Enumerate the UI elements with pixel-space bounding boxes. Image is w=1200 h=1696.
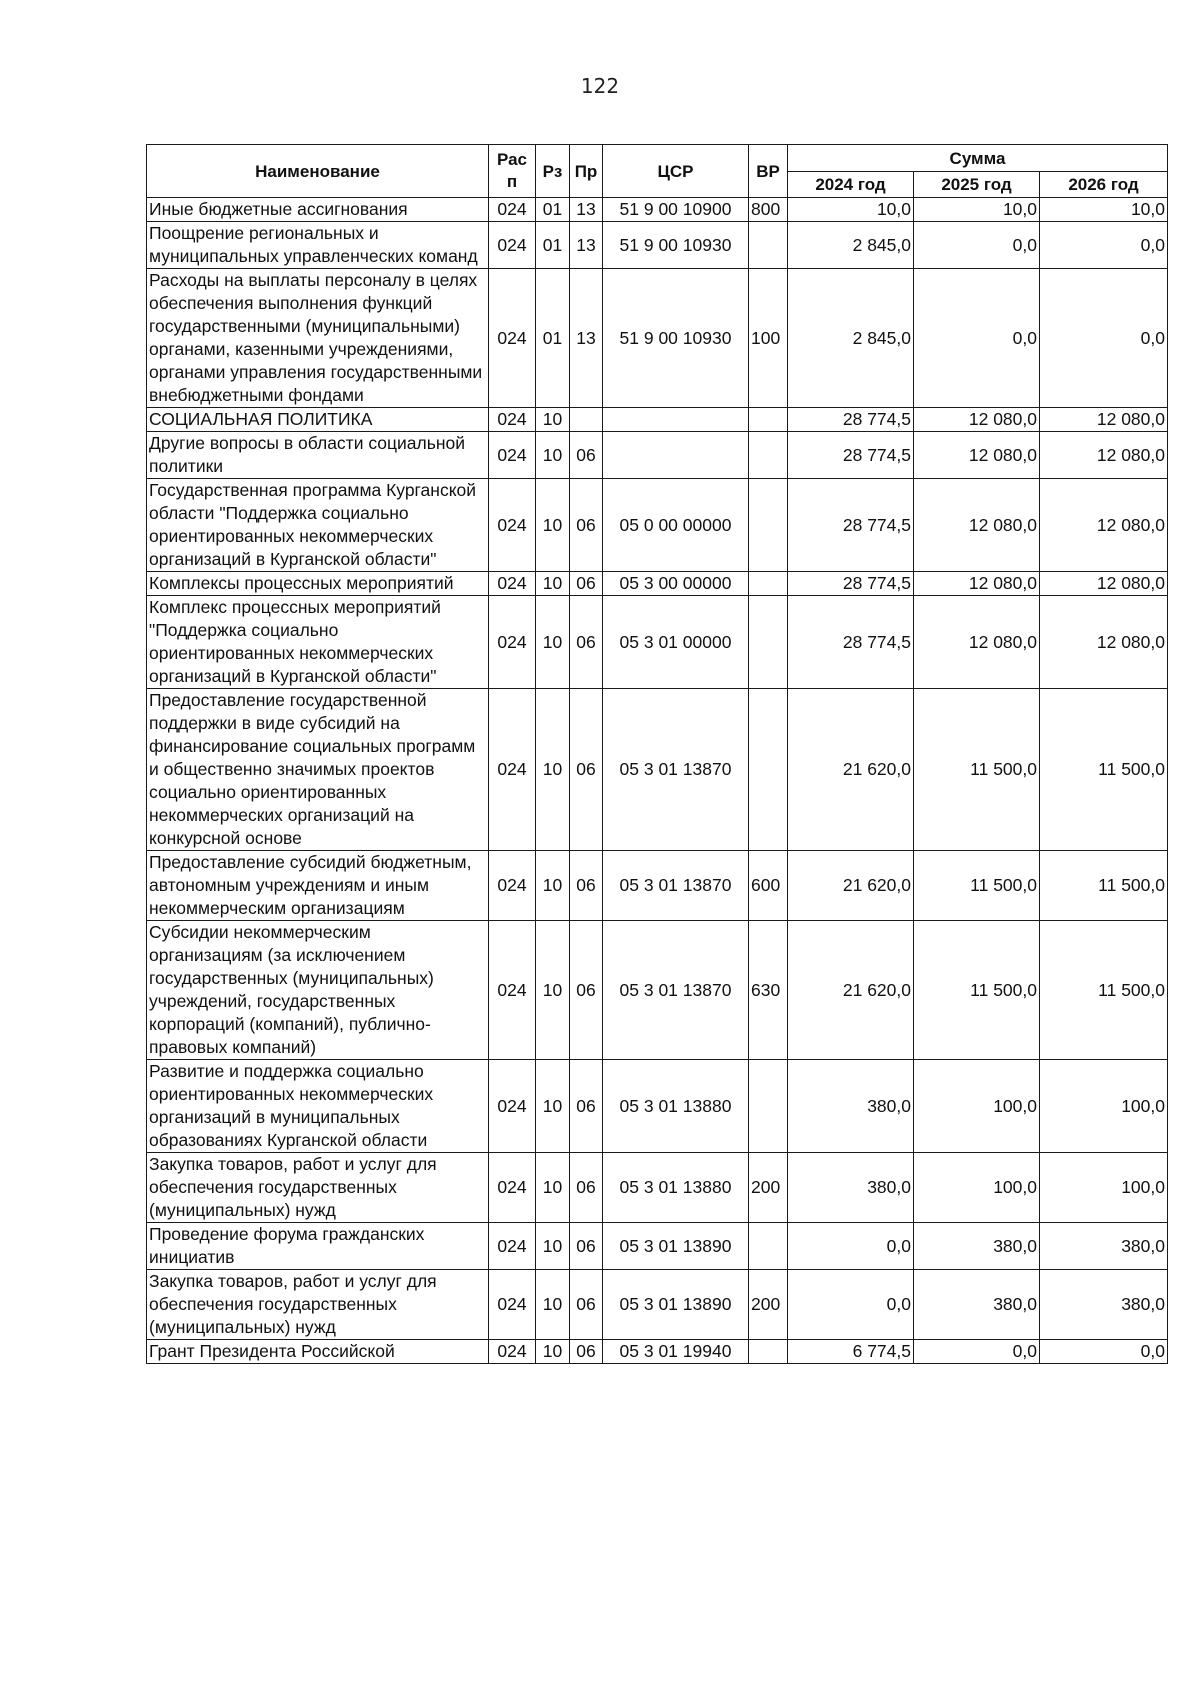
cell-csr: 51 9 00 10930 <box>603 222 749 269</box>
header-name: Наименование <box>147 145 489 198</box>
header-row-top <box>147 145 1168 172</box>
cell-sum-2024: 10,0 <box>788 198 914 222</box>
cell-sum-2025: 12 080,0 <box>914 596 1040 689</box>
cell-name: Расходы на выплаты персоналу в целях обеспечения выполнения функций государственными (муниципальными) органами, казенными учреждениями, органами управления государственными внебюджетными фондами <box>147 269 489 408</box>
cell-name: Предоставление государственной поддержки в виде субсидий на финансирование социальных программ и общественно значимых проектов социально ориентированных некоммерческих организаций на конкурсной основе <box>147 689 489 851</box>
cell-sum-2025: 12 080,0 <box>914 479 1040 572</box>
cell-name: Проведение форума гражданских инициатив <box>147 1223 489 1270</box>
cell-rasp: 024 <box>489 1340 536 1364</box>
cell-pr: 06 <box>570 851 603 921</box>
cell-csr: 05 3 01 13870 <box>603 851 749 921</box>
cell-rasp: 024 <box>489 432 536 479</box>
budget-table <box>146 144 1168 1364</box>
cell-sum-2024: 380,0 <box>788 1060 914 1153</box>
cell-csr: 51 9 00 10900 <box>603 198 749 222</box>
table-row <box>147 572 1168 596</box>
cell-vr <box>749 1340 788 1364</box>
cell-sum-2026: 11 500,0 <box>1040 689 1168 851</box>
cell-vr: 200 <box>749 1153 788 1223</box>
cell-rasp: 024 <box>489 408 536 432</box>
table-row <box>147 1060 1168 1153</box>
cell-csr <box>603 408 749 432</box>
cell-vr: 100 <box>749 269 788 408</box>
cell-csr: 05 3 01 13870 <box>603 689 749 851</box>
cell-pr: 06 <box>570 1340 603 1364</box>
cell-vr: 630 <box>749 921 788 1060</box>
cell-sum-2025: 11 500,0 <box>914 851 1040 921</box>
cell-sum-2026: 380,0 <box>1040 1270 1168 1340</box>
cell-sum-2025: 11 500,0 <box>914 689 1040 851</box>
header-rasp: Рас п <box>489 145 536 198</box>
cell-sum-2024: 0,0 <box>788 1270 914 1340</box>
cell-pr: 06 <box>570 1060 603 1153</box>
table-row <box>147 198 1168 222</box>
cell-pr: 06 <box>570 921 603 1060</box>
cell-vr <box>749 1223 788 1270</box>
cell-rz: 10 <box>536 572 570 596</box>
cell-vr <box>749 432 788 479</box>
cell-sum-2026: 11 500,0 <box>1040 921 1168 1060</box>
cell-pr: 06 <box>570 689 603 851</box>
cell-name: Закупка товаров, работ и услуг для обеспечения государственных (муниципальных) нужд <box>147 1270 489 1340</box>
cell-vr <box>749 572 788 596</box>
cell-sum-2024: 21 620,0 <box>788 689 914 851</box>
cell-pr: 06 <box>570 432 603 479</box>
cell-sum-2026: 10,0 <box>1040 198 1168 222</box>
cell-rasp: 024 <box>489 921 536 1060</box>
table-body <box>147 198 1168 1364</box>
table-row <box>147 222 1168 269</box>
cell-vr: 200 <box>749 1270 788 1340</box>
cell-csr: 05 0 00 00000 <box>603 479 749 572</box>
cell-csr: 05 3 01 00000 <box>603 596 749 689</box>
cell-name: Предоставление субсидий бюджетным, автономным учреждениям и иным некоммерческим организациям <box>147 851 489 921</box>
table-row <box>147 1270 1168 1340</box>
header-2025: 2025 год <box>914 172 1040 198</box>
cell-pr: 13 <box>570 269 603 408</box>
table-row <box>147 269 1168 408</box>
cell-csr: 05 3 00 00000 <box>603 572 749 596</box>
cell-name: Государственная программа Курганской области "Поддержка социально ориентированных некоммерческих организаций в Курганской области" <box>147 479 489 572</box>
cell-pr: 13 <box>570 222 603 269</box>
cell-vr <box>749 596 788 689</box>
cell-pr: 06 <box>570 1270 603 1340</box>
cell-sum-2024: 2 845,0 <box>788 269 914 408</box>
cell-rasp: 024 <box>489 1223 536 1270</box>
header-rz: Рз <box>536 145 570 198</box>
cell-sum-2026: 11 500,0 <box>1040 851 1168 921</box>
cell-sum-2025: 10,0 <box>914 198 1040 222</box>
cell-vr <box>749 1060 788 1153</box>
cell-sum-2024: 380,0 <box>788 1153 914 1223</box>
cell-name: Грант Президента Российской <box>147 1340 489 1364</box>
cell-rz: 10 <box>536 596 570 689</box>
cell-rz: 01 <box>536 222 570 269</box>
table-row <box>147 1223 1168 1270</box>
cell-pr: 06 <box>570 596 603 689</box>
cell-sum-2025: 11 500,0 <box>914 921 1040 1060</box>
cell-sum-2024: 21 620,0 <box>788 921 914 1060</box>
cell-rz: 10 <box>536 1340 570 1364</box>
cell-vr: 800 <box>749 198 788 222</box>
cell-sum-2026: 12 080,0 <box>1040 572 1168 596</box>
cell-sum-2026: 0,0 <box>1040 269 1168 408</box>
cell-sum-2024: 2 845,0 <box>788 222 914 269</box>
page-number: 122 <box>580 74 620 98</box>
cell-vr <box>749 479 788 572</box>
cell-csr: 05 3 01 13880 <box>603 1153 749 1223</box>
cell-csr <box>603 432 749 479</box>
cell-sum-2024: 21 620,0 <box>788 851 914 921</box>
cell-sum-2024: 28 774,5 <box>788 408 914 432</box>
cell-csr: 05 3 01 13870 <box>603 921 749 1060</box>
cell-sum-2025: 0,0 <box>914 222 1040 269</box>
cell-name: Поощрение региональных и муниципальных управленческих команд <box>147 222 489 269</box>
cell-rz: 10 <box>536 921 570 1060</box>
cell-rasp: 024 <box>489 851 536 921</box>
cell-csr: 51 9 00 10930 <box>603 269 749 408</box>
cell-pr: 06 <box>570 479 603 572</box>
cell-sum-2026: 12 080,0 <box>1040 432 1168 479</box>
header-csr: ЦСР <box>603 145 749 198</box>
cell-sum-2026: 100,0 <box>1040 1060 1168 1153</box>
table-row <box>147 1340 1168 1364</box>
table-row <box>147 689 1168 851</box>
table-row <box>147 479 1168 572</box>
table-row <box>147 432 1168 479</box>
cell-rz: 10 <box>536 851 570 921</box>
cell-rz: 10 <box>536 1153 570 1223</box>
cell-rasp: 024 <box>489 479 536 572</box>
cell-name: Другие вопросы в области социальной политики <box>147 432 489 479</box>
header-2024: 2024 год <box>788 172 914 198</box>
cell-rz: 10 <box>536 408 570 432</box>
table-row <box>147 596 1168 689</box>
cell-sum-2024: 28 774,5 <box>788 596 914 689</box>
cell-sum-2024: 0,0 <box>788 1223 914 1270</box>
cell-sum-2026: 0,0 <box>1040 1340 1168 1364</box>
cell-rasp: 024 <box>489 689 536 851</box>
cell-sum-2025: 12 080,0 <box>914 408 1040 432</box>
cell-sum-2025: 0,0 <box>914 1340 1040 1364</box>
cell-csr: 05 3 01 13880 <box>603 1060 749 1153</box>
cell-rasp: 024 <box>489 1270 536 1340</box>
cell-rasp: 024 <box>489 269 536 408</box>
cell-csr: 05 3 01 13890 <box>603 1270 749 1340</box>
cell-name: Развитие и поддержка социально ориентированных некоммерческих организаций в муниципальных образованиях Курганской области <box>147 1060 489 1153</box>
cell-vr: 600 <box>749 851 788 921</box>
cell-pr: 06 <box>570 1153 603 1223</box>
cell-vr <box>749 689 788 851</box>
cell-rz: 01 <box>536 269 570 408</box>
cell-rasp: 024 <box>489 198 536 222</box>
cell-rz: 10 <box>536 1270 570 1340</box>
cell-csr: 05 3 01 13890 <box>603 1223 749 1270</box>
cell-name: Иные бюджетные ассигнования <box>147 198 489 222</box>
header-vr: ВР <box>749 145 788 198</box>
cell-sum-2026: 0,0 <box>1040 222 1168 269</box>
cell-sum-2025: 380,0 <box>914 1223 1040 1270</box>
cell-sum-2026: 12 080,0 <box>1040 596 1168 689</box>
header-pr: Пр <box>570 145 603 198</box>
cell-name: СОЦИАЛЬНАЯ ПОЛИТИКА <box>147 408 489 432</box>
cell-name: Субсидии некоммерческим организациям (за исключением государственных (муниципальных) учреждений, государственных корпораций (компаний), публично-правовых компаний) <box>147 921 489 1060</box>
cell-rasp: 024 <box>489 1060 536 1153</box>
cell-sum-2025: 12 080,0 <box>914 572 1040 596</box>
cell-sum-2025: 100,0 <box>914 1153 1040 1223</box>
cell-pr <box>570 408 603 432</box>
cell-name: Комплексы процессных мероприятий <box>147 572 489 596</box>
cell-sum-2024: 28 774,5 <box>788 572 914 596</box>
cell-pr: 13 <box>570 198 603 222</box>
table-row <box>147 921 1168 1060</box>
cell-sum-2024: 28 774,5 <box>788 432 914 479</box>
cell-rasp: 024 <box>489 222 536 269</box>
header-sum: Сумма <box>788 145 1168 172</box>
cell-sum-2026: 100,0 <box>1040 1153 1168 1223</box>
cell-sum-2024: 6 774,5 <box>788 1340 914 1364</box>
cell-sum-2025: 0,0 <box>914 269 1040 408</box>
cell-pr: 06 <box>570 1223 603 1270</box>
cell-rasp: 024 <box>489 1153 536 1223</box>
cell-sum-2025: 380,0 <box>914 1270 1040 1340</box>
cell-pr: 06 <box>570 572 603 596</box>
cell-name: Комплекс процессных мероприятий "Поддержка социально ориентированных некоммерческих организаций в Курганской области" <box>147 596 489 689</box>
cell-rz: 10 <box>536 1060 570 1153</box>
cell-sum-2025: 100,0 <box>914 1060 1040 1153</box>
cell-sum-2026: 12 080,0 <box>1040 479 1168 572</box>
cell-rasp: 024 <box>489 596 536 689</box>
cell-rz: 10 <box>536 1223 570 1270</box>
cell-sum-2025: 12 080,0 <box>914 432 1040 479</box>
cell-vr <box>749 408 788 432</box>
cell-rz: 10 <box>536 689 570 851</box>
cell-vr <box>749 222 788 269</box>
table-row <box>147 1153 1168 1223</box>
table-row <box>147 851 1168 921</box>
table-row <box>147 408 1168 432</box>
cell-rz: 01 <box>536 198 570 222</box>
cell-rasp: 024 <box>489 572 536 596</box>
header-2026: 2026 год <box>1040 172 1168 198</box>
cell-name: Закупка товаров, работ и услуг для обеспечения государственных (муниципальных) нужд <box>147 1153 489 1223</box>
cell-sum-2026: 380,0 <box>1040 1223 1168 1270</box>
cell-sum-2026: 12 080,0 <box>1040 408 1168 432</box>
cell-rz: 10 <box>536 432 570 479</box>
cell-rz: 10 <box>536 479 570 572</box>
cell-sum-2024: 28 774,5 <box>788 479 914 572</box>
cell-csr: 05 3 01 19940 <box>603 1340 749 1364</box>
